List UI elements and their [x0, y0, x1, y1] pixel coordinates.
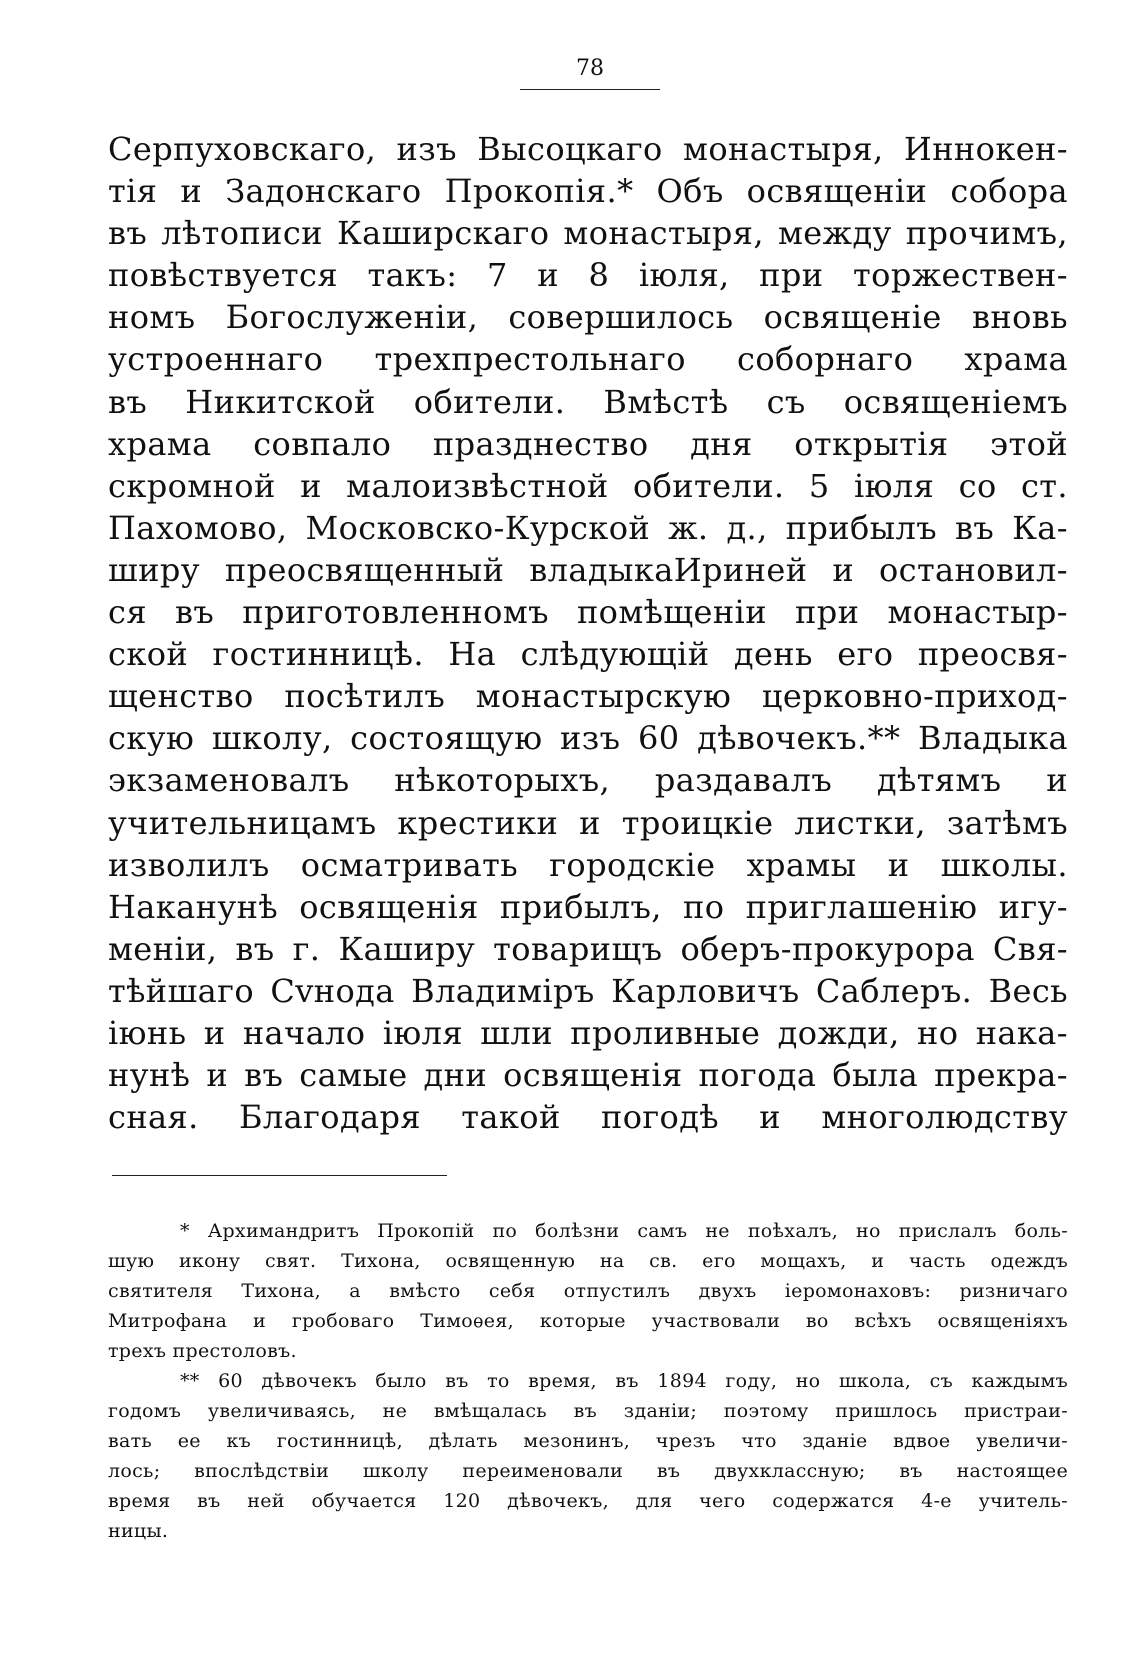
- main-text: [108, 128, 1068, 1138]
- footnote-line: * Архимандритъ Прокопій по болѣзни самъ не поѣхалъ, но прислалъ боль-: [180, 1220, 1068, 1242]
- text-line: Серпуховскаго, изъ Высоцкаго монастыря, Иннокен-: [108, 130, 1068, 168]
- text-line: номъ Богослуженіи, совершилось освященіе вновь: [108, 298, 1068, 337]
- text-line: нунѣ и въ самые дни освященія погода была прекра-: [108, 1056, 1068, 1095]
- text-line: экзаменовалъ нѣкоторыхъ, раздавалъ дѣтямъ и: [108, 761, 1068, 800]
- text-line: учительницамъ крестики и троицкіе листки, затѣмъ: [108, 803, 1068, 842]
- text-line: ширу преосвященный владыкаИриней и остановил-: [108, 550, 1068, 589]
- text-line: тія и Задонскаго Прокопія.* Объ освященіи собора: [108, 172, 1068, 211]
- footnote-line: время въ ней обучается 120 дѣвочекъ, для чего содержатся 4-е учитель-: [108, 1490, 1068, 1512]
- footnote-line: годомъ увеличиваясь, не вмѣщалась въ зданіи; поэтому пришлось пристраи-: [108, 1400, 1068, 1422]
- footnotes: [108, 1216, 1068, 1546]
- text-line: скромной и малоизвѣстной обители. 5 іюля со ст.: [108, 466, 1068, 505]
- footnote-line: Митрофана и гробоваго Тимоѳея, которые участвовали во всѣхъ освященіяхъ: [108, 1310, 1068, 1332]
- text-line: ской гостинницѣ. На слѣдующій день его преосвя-: [108, 635, 1068, 674]
- text-line: въ Никитской обители. Вмѣстѣ съ освященіемъ: [108, 382, 1068, 421]
- footnote-2: [108, 1366, 1068, 1546]
- footnote-line: ницы.: [108, 1520, 169, 1542]
- text-line: Наканунѣ освященія прибылъ, по приглашенію игу-: [108, 887, 1068, 926]
- footnote-line: ** 60 дѣвочекъ было въ то время, въ 1894 году, но школа, съ каждымъ: [180, 1370, 1068, 1392]
- page-number-rule: [520, 89, 660, 90]
- text-line: щенство посѣтилъ монастырскую церковно-приход-: [108, 677, 1068, 716]
- text-line: тѣйшаго Сvнода Владиміръ Карловичъ Саблеръ. Весь: [108, 971, 1068, 1010]
- text-line: сная. Благодаря такой погодѣ и многолюдству: [108, 1098, 1068, 1137]
- text-line: изволилъ осматривать городскіе храмы и школы.: [108, 845, 1068, 884]
- text-line: ся въ приготовленномъ помѣщеніи при монастыр-: [108, 593, 1068, 632]
- text-line: Пахомово, Московско-Курской ж. д., прибылъ въ Ка-: [108, 508, 1068, 547]
- text-line: устроеннаго трехпрестольнаго соборнаго храма: [108, 340, 1068, 379]
- page-number: 78: [576, 56, 604, 81]
- text-line: въ лѣтописи Каширскаго монастыря, между прочимъ,: [108, 214, 1068, 253]
- footnote-line: трехъ престоловъ.: [108, 1340, 297, 1362]
- footnote-line: святителя Тихона, а вмѣсто себя отпустилъ двухъ іеромонаховъ: ризничаго: [108, 1280, 1068, 1302]
- footnote-line: шую икону свят. Тихона, освященную на св. его мощахъ, и часть одеждъ: [108, 1250, 1068, 1272]
- text-line: іюнь и начало іюля шли проливные дожди, но нака-: [108, 1013, 1068, 1052]
- footnote-line: вать ее къ гостинницѣ, дѣлать мезонинъ, чрезъ что зданіе вдвое увеличи-: [108, 1430, 1068, 1452]
- footnote-line: лось; впослѣдствіи школу переименовали въ двухклассную; въ настоящее: [108, 1460, 1068, 1482]
- text-line: повѣствуется такъ: 7 и 8 іюля, при торжествен-: [108, 256, 1068, 295]
- text-line: храма совпало празднество дня открытія этой: [108, 424, 1068, 463]
- footnote-1: [108, 1216, 1068, 1366]
- text-line: меніи, въ г. Каширу товарищъ оберъ-прокурора Свя-: [108, 929, 1068, 968]
- footnote-separator: [112, 1175, 447, 1176]
- text-line: скую школу, состоящую изъ 60 дѣвочекъ.** Владыка: [108, 719, 1068, 758]
